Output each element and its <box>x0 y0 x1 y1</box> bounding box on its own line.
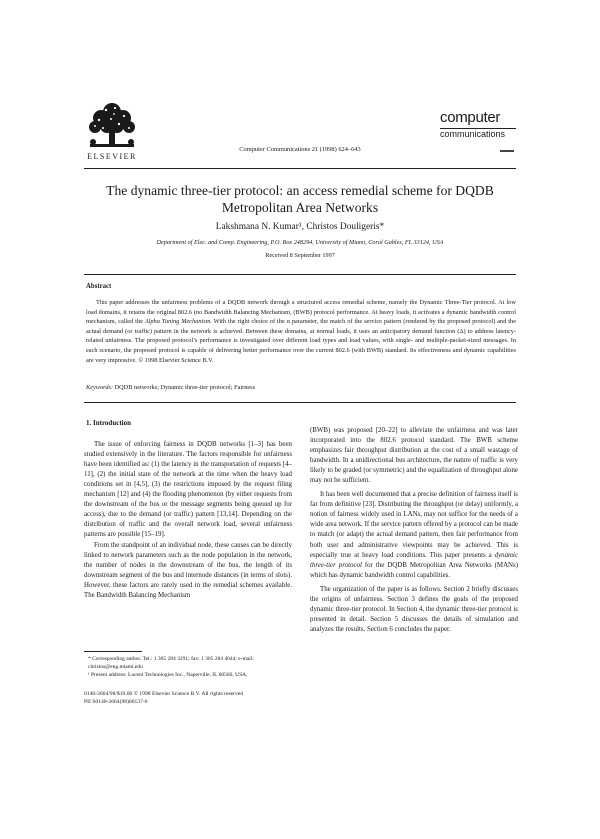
keywords <box>86 384 516 391</box>
abstract-text-part1: This paper addresses the unfairness problems of a DQDB network through a structured access remedial scheme, namely the Dynamic Three-Tier protocol. At low load domains, it retains the original 802.6 (no Bandwidth Balancing Mechanism, (BWB) protocol performance. At heavy loads, it activates a dynamic bandwidth control mechanism, called the <box>86 299 516 326</box>
pii-line: PII S0140-3664(98)00137-6 <box>84 699 148 705</box>
paragraph: From the standpoint of an individual node, these causes can be directly linked to network parameters such as the node population in the network, the number of nodes in the downstream of the bus, the length of its downstream segment of the bus and internode distances (in terms of slots). However, these factors are rarely used in the remedial schemes available. The Bandwidth Balancing Mechanism <box>84 541 292 599</box>
author-affiliation: Department of Elec. and Comp. Engineering, P.O. Box 248294, University of Miami, Coral Gables, FL 33124, USA <box>156 239 444 246</box>
abstract-emphasis: Alpha Tuning Mechanism <box>144 318 211 326</box>
keywords-label: Keywords: <box>86 384 114 391</box>
article-title: The dynamic three-tier protocol: an access remedial scheme for DQDB Metropolitan Area Networks <box>106 183 494 215</box>
tree-icon <box>84 100 140 150</box>
paragraph <box>310 490 518 580</box>
journal-reference: Computer Communications 21 (1998) 624–643 <box>239 146 361 153</box>
footnotes <box>84 656 296 679</box>
journal-logo-line1: computer <box>440 109 501 126</box>
publisher-name: ELSEVIER <box>87 152 137 161</box>
abstract-heading: Abstract <box>86 283 112 290</box>
abstract-text <box>86 298 516 365</box>
paragraph: The issue of enforcing fairness in DQDB networks [1–3] has been studied extensively in the literature. The factors responsible for unfairness have been identified as: (1) the latency in the transportation of requests [4–11], (2) the initial state of the network at the time when the heavy load conditions set in [4,5], (3) the restrictions imposed by the request filing mechanism [12] and (4) the flooding phenomenon (by either requests from the downstream of the bus or the message segments being queued up for access), due to the demand (or traffic) pattern [13,14]. Depending on the distribution of traffic and the overall network load, several unfairness patterns are possible [15–19]. <box>84 441 292 539</box>
article-authors: Lakshmana N. Kumar¹, Christos Douligeris* <box>215 222 385 232</box>
copyright-line: 0140-3664/98/$19.00 © 1998 Elsevier Science B.V. All rights reserved <box>84 691 244 697</box>
journal-logo-line2: communications <box>440 129 506 139</box>
paragraph-text: It has been well documented that a precise definition of fairness itself is far from definitive [23]. Distributing the throughput (or delay) uniformly, a notion of fairness widely used in LANs, may not suffice for the needs of a wide area network. If the service pattern offered by a protocol can be made to match (or adapt) the actual demand pattern, then fair performance from both user and administrative viewpoints may be achieved. This is especially true at heavy load conditions. This paper presents a <box>310 491 518 559</box>
paragraph-emphasis: dynamic three-tier protocol <box>310 551 518 569</box>
journal-logo <box>440 110 516 154</box>
footnote-corresponding: * Corresponding author. Tel.: 1 305 284 3291; fax: 1 305 284 4044; e-mail: christos@eng.miami.edu <box>88 656 254 670</box>
left-column <box>84 418 292 601</box>
footnote-present-address: ¹ Present address: Lucent Technologies Inc., Naperville, IL 60566, USA. <box>88 671 248 678</box>
footnote-rule <box>84 651 142 652</box>
abstract-bottom-rule <box>84 402 516 403</box>
right-column <box>310 426 518 635</box>
paragraph-text: for the DQDB Metropolitan Area Networks (MANs) which has dynamic bandwidth control capabilities. <box>310 561 518 579</box>
abstract-text-part2: . With the right choice of the α parameter, the match of the service pattern (rendered by the proposed protocol) and the actual demand (or traffic) pattern in the network is achieved. Between these domains, at normal loads, it uses an anticipatory demand function (Δ) to address latency-related unfairness. The proposed protocol’s performance is investigated over different load types and load values, with single- and multiple-packet-sized messages. In each scenario, the proposed protocol is capable of delivering better performance over the current 802.6 (with BWB) standard. Its effectiveness and dynamic capabilities are very impressive. © 1998 Elsevier Science B.V. <box>86 318 516 364</box>
keywords-list: DQDB networks; Dynamic three-tier protocol; Fairness <box>113 384 256 391</box>
journal-logo-dash <box>500 150 514 152</box>
received-date: Received 8 September 1997 <box>265 252 335 259</box>
paragraph: The organization of the paper is as follows. Section 2 briefly discusses the origins of unfairness. Section 3 defines the goals of the proposed dynamic three-tier protocol. In Section 4, the dynamic three-tier protocol is presented in detail. Section 5 discusses the details of simulation and analyzes the results. Section 6 concludes the paper. <box>310 585 518 633</box>
abstract-top-rule <box>84 274 516 275</box>
header-rule <box>84 168 516 169</box>
paragraph: (BWB) was proposed [20–22] to alleviate the unfairness and was later incorporated into the 802.6 protocol standard. The BWB scheme emphasizes fair throughput distribution at the cost of a small wastage of bandwidth. In a unidirectional bus architecture, the nature of traffic is very likely to be graded (or symmetric) and the equalization of throughput alone may not be sufficient. <box>310 427 518 485</box>
section-heading: 1. Introduction <box>86 419 131 427</box>
copyright-block <box>84 690 296 706</box>
